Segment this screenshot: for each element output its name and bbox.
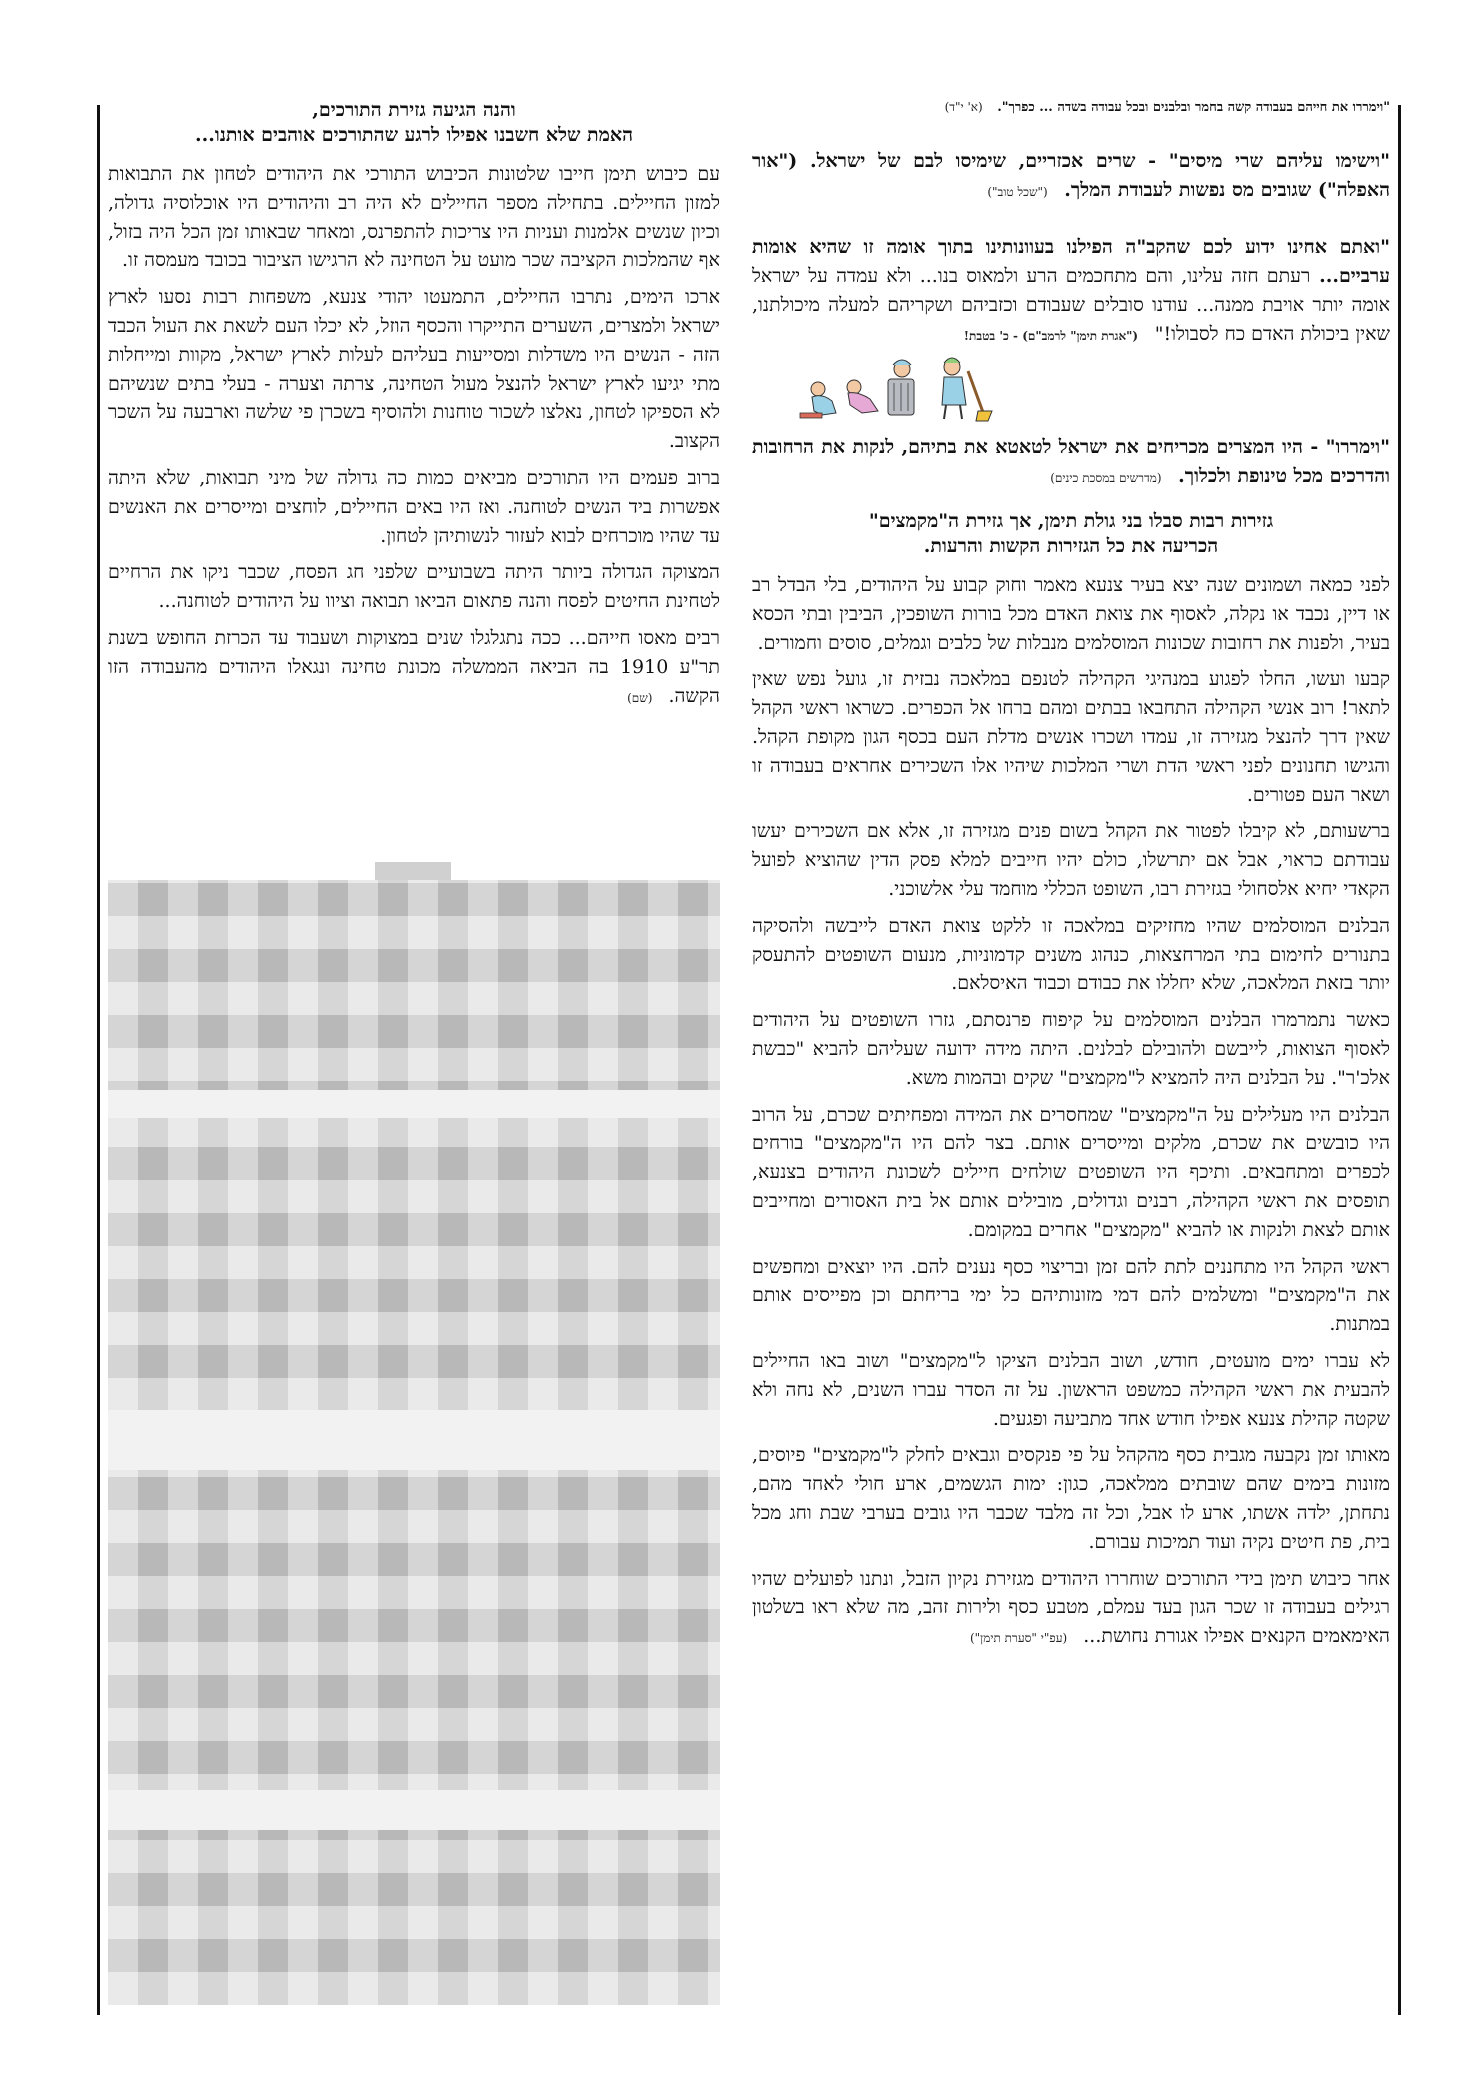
right-last-paragraph-text: אחר כיבוש תימן בידי התורכים שוחררו היהודים מגזירת נקיון הזבל, ונתנו לפועלים שהיו רגילים בעבודה זו שכר הגון בעד עמלם, מטבע כסף ולירות זהב, מה שלא ראו בשלטון האימאמים הקנאים אפילו אגורת נחושת... <box>752 1567 1390 1648</box>
right-heading-line-1: גזירות רבות סבלו בני גולת תימן, אך גזירת ה"מקמצים" <box>868 510 1274 532</box>
bold-quote-2-bold: "ואתם אחינו ידוע לכם שהקב"ה הפילנו בעוונותינו בתוך אומה זו שהיא אומות ערביים... <box>752 236 1391 287</box>
left-column <box>108 98 720 720</box>
bold-quote-3 <box>752 433 1390 493</box>
right-last-paragraph <box>752 1565 1390 1653</box>
redacted-image-band <box>108 1090 720 1118</box>
left-heading-line-1: והנה הגיעה גזירת התורכים, <box>312 99 516 121</box>
bold-quote-1-source: ("שכל טוב") <box>987 185 1048 199</box>
right-paragraph: לפני כמאה ושמונים שנה יצא בעיר צנעא מאמר וחוק קבוע על היהודים, בלי הבדל רב או דיין, נכבד או נקלה, לאסוף את צואת האדם מכל בורות השופכין, הביבין ובתי הכסא בעיר, ולפנות את רחובות שכונות המוסלמים מנבלות של כלבים וגמלים, סוסים וחמורים. <box>752 574 1390 654</box>
right-column <box>752 98 1390 1661</box>
left-paragraph: עם כיבוש תימן חייבו שלטונות הכיבוש התורכי את היהודים לטחון את התבואות למזון החיילים. בתחילה מספר החיילים לא היה רב והיהודים היו אוכלוסיה גדולה, וכיון שנשים אלמנות ועניות היו צריכות להתפרנס, ומאחר שבאותו זמן הכל היה בזול, אף שהמלכות הקציבה שכר מועט על הטחינה לא הרגישו הציבור בכובד מעמסה זו. <box>108 163 720 272</box>
left-margin-rule <box>97 105 100 2015</box>
left-paragraph: המצוקה הגדולה ביותר היתה בשבועיים שלפני חג הפסח, שכבר ניקו את הרחיים לטחינת החיטים לפסח והנה פתאום הביאו תבואה וציוו על היהודים לטוחנה... <box>108 561 720 613</box>
bold-quote-2 <box>752 233 1390 351</box>
right-paragraph: הבלנים היו מעלילים על ה"מקמצים" שמחסרים את המידה ומפחיתים שכרם, על הרוב היו כובשים את שכרם, מלקים ומייסרים אותם. בצר להם היו ה"מקמצים" בורחים לכפרים ומתחבאים. ותיכף היו השופטים שולחים חיילים לשכונת היהודים בצנעא, תופסים את ראשי הקהילה, רבנים וגדולים, מובילים אותם אל בית האסורים ומחייבים אותם לצאת ולנקות או להביא "מקמצים" אחרים במקומם. <box>752 1103 1390 1241</box>
right-paragraph: ברשעותם, לא קיבלו לפטור את הקהל בשום פנים מגזירה זו, אלא אם השכירים יעשו עבודתם כראוי, אבל אם יתרשלו, כולם יהיו חייבים למלא פסק הדין שהוציא לפועל הקאדי יחיא אלסחולי בגזירת רבו, השופט הכללי מוחמד עלי אלשוכני. <box>752 820 1390 900</box>
left-paragraph: ארכו הימים, נתרבו החיילים, התמעטו יהודי צנעא, משפחות רבות נסעו לארץ ישראל ולמצרים, השערים התייקרו והכסף הוזל, לא יכלו העם לשאת את העול הכבד הזה - הנשים היו משדלות ומסייעות בעליהם לעלות לארץ ישראל, מקוות ומייחלות מתי יגיעו לארץ ישראל להנצל מעול הטחינה, צרתה וצערה - בעלי בתים שנשיהם לא הספיקו לטחון, נאלצו לשכור טוחנות ולהוסיף בשכרן פי שלשה וארבעה על השכר הקצוב. <box>108 286 720 453</box>
bold-quote-2-text: רעתם חזה עלינו, והם מתחכמים הרע ולמאוס בנו... ולא עמדה על ישראל אומה יותר אויבת ממנה... עודנו סובלים שעבודם וכזביהם ושקריהם למעלה מיכולתנו, שאין ביכולת האדם כח לסבולו!" <box>752 265 1390 345</box>
right-paragraph: מאותו זמן נקבעה מגבית כסף מהקהל על פי פנקסים וגבאים לחלק ל"מקמצים" פיוסים, מזונות בימים שהם שובתים ממלאכה, כגון: ימות הגשמים, ארע חולי לאחד מהם, נתחתן, ילדה אשתו, ארע לו אבל, וכל זה מלבד שכבר היו גובים בערבי שבת וחג מכל בית, פת חיטים נקיה ועוד תמיכות עבורם. <box>752 1444 1390 1553</box>
cleaning-workers-illustration <box>752 353 1390 425</box>
top-quote-text: "וימררו את חייהם בעבודה קשה בחמר ובלבנים ובכל עבודה בשדה ... כפרך". <box>997 100 1390 115</box>
left-paragraph: ברוב פעמים היו התורכים מביאים כמות כה גדולה של מיני תבואות, שלא היתה אפשרות ביד הנשים לטוחנה. ואז היו באים החיילים, לוחצים ומייסרים את האנשים עד שהיו מוכרחים לבוא לעזור לנשותיהן לטחון. <box>108 466 720 547</box>
redacted-image-band <box>108 1410 720 1470</box>
left-last-paragraph-source: (שם) <box>627 690 653 705</box>
top-quote <box>752 98 1390 117</box>
right-paragraph: ראשי הקהל היו מתחננים לתת להם זמן ובריצוי כסף נענים להם. היו יוצאים ומחפשים את ה"מקמצים" ומשלמים להם דמי מזונותיהם כל ימי בריחתם וכן מפייסים אותם במתנות. <box>752 1255 1390 1336</box>
left-section-heading <box>108 98 720 148</box>
bold-quote-3-source: (מדרשים במסכת כינים) <box>1050 471 1162 485</box>
workers-cartoon-icon <box>792 353 1002 425</box>
left-heading-line-2: האמת שלא חשבנו אפילו לרגע שהתורכים אוהבים אותנו... <box>194 124 634 146</box>
right-paragraph: קבעו ועשו, החלו לפגוע במנהיגי הקהילה לטנפם במלאכה נבזית זו, גועל נפש שאין לתאר! רוב אנשי הקהילה התחבאו בבתים ומהם ברחו אל הכפרים. כשראו ראשי הקהל שאין דרך להנצל מגזירה זו, עמדו ושכרו אנשים מדלת העם בכסף הגון מקופת הקהל. והגישו תחנונים לפני ראשי הדת ושרי המלכות שיהיו אלו השכירים אחראים בעבודה זו ושאר העם פטורים. <box>752 668 1390 806</box>
left-last-paragraph <box>108 624 720 712</box>
redacted-image-band <box>108 1790 720 1830</box>
bold-quote-2-source: ("אגרת תימן" לרמב"ם) - כ' בטבת! <box>963 329 1139 343</box>
bold-quote-3-text: "וימררו" - היו המצרים מכריחים את ישראל לטאטא את בתיהם, לנקות את הרחובות והדרכים מכל טינופת ולכלוך. <box>752 436 1390 487</box>
right-paragraph: לא עברו ימים מועטים, חודש, ושוב הבלנים הציקו ל"מקמצים" ושוב באו החיילים להבעית את ראשי הקהילה כמשפט הראשון. על זה הסדר עברו השנים, לא נחה ולא שקטה קהילת צנעא אפילו חודש אחד מתביעה ופגעים. <box>752 1349 1390 1430</box>
bold-quote-1-text: "וישימו עליהם שרי מיסים" - שרים אכזריים, שימיסו לבם של ישראל. ("אור האפלה") שגובים מס נפשות לעבודת המלך. <box>752 150 1390 201</box>
right-section-heading <box>752 509 1390 559</box>
right-paragraph: כאשר נתמרמרו הבלנים המוסלמים על קיפוח פרנסתם, גזרו השופטים על היהודים לאסוף הצואות, לייבשם ולהובילם לבלנים. היתה מידה ידועה שעליהם להביא "כבשת אלכ'ר". על הבלנים היה להמציא ל"מקמצים" שקים ובהמות משא. <box>752 1009 1390 1089</box>
right-paragraph: הבלנים המוסלמים שהיו מחזיקים במלאכה זו ללקט צואת האדם לייבשה ולהסיקה בתנורים לחימום בתי המרחצאות, כנהוג משנים קדמוניות, מנעום השופטים להתעסק יותר בזאת המלאכה, שלא יחללו את כבודם וכבוד האיסלאם. <box>752 914 1390 995</box>
left-last-paragraph-text: רבים מאסו חייהם... ככה נתגלגלו שנים במצוקות ושעבוד עד הכרזת החופש בשנת תר"ע 1910 בה הביאה הממשלה מכונת טחינה ונגאלו היהודים מהעבודה הזו הקשה. <box>108 626 721 707</box>
top-quote-source: (א' י"ד) <box>944 100 983 114</box>
right-last-paragraph-source: (עפ"י "סערת תימן") <box>969 1631 1068 1646</box>
bold-quote-1 <box>752 147 1390 207</box>
right-heading-line-2: הכריעה את כל הגזירות הקשות והרעות. <box>923 535 1219 557</box>
right-margin-rule <box>1398 105 1401 2015</box>
